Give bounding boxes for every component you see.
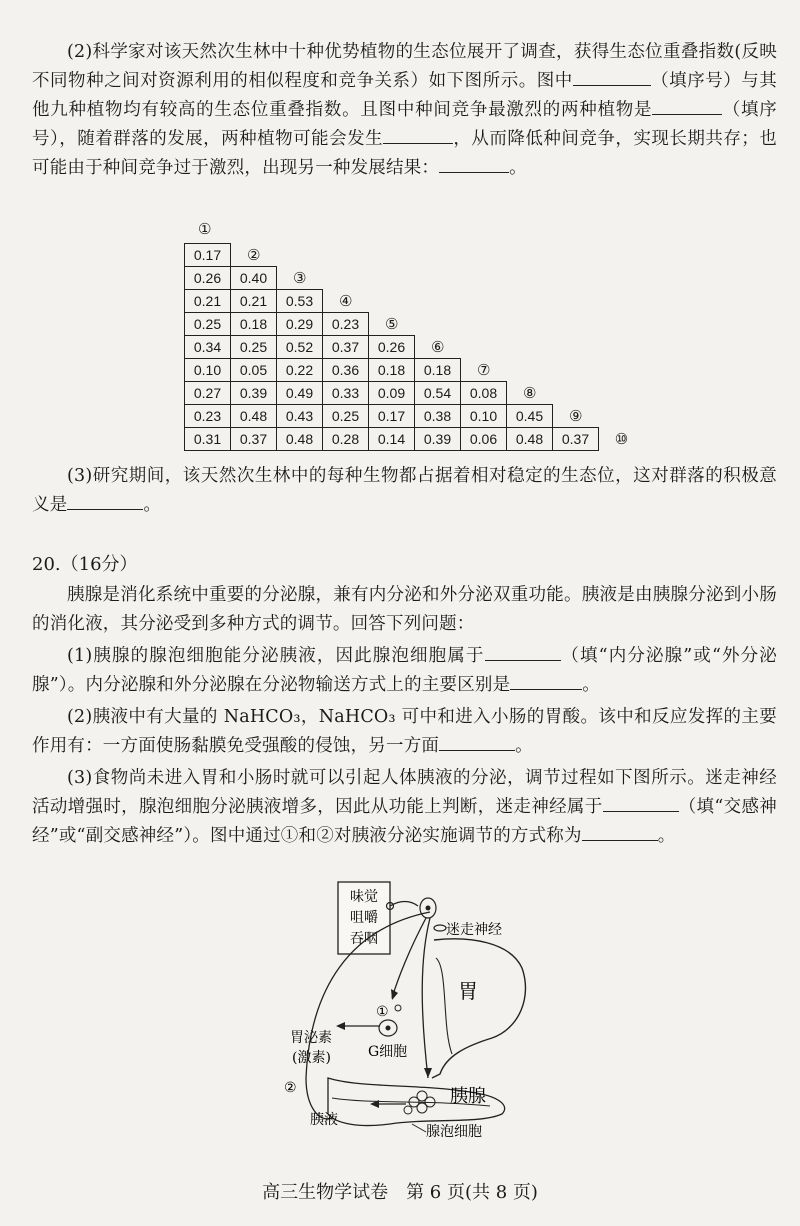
- overlap-index-cell: 0.21: [185, 290, 231, 313]
- q20-intro-text: 胰腺是消化系统中重要的分泌腺，兼有内分泌和外分泌双重功能。胰液是由胰腺分泌到小肠的消化液，其分泌受到多种方式的调节。回答下列问题：: [32, 585, 777, 634]
- q20-part2: [32, 703, 777, 761]
- overlap-index-cell: 0.21: [231, 290, 277, 313]
- overlap-index-cell: 0.14: [369, 428, 415, 451]
- overlap-index-cell: 0.48: [507, 428, 553, 451]
- q20-part3-text-a: (3)食物尚未进入胃和小肠时就可以引起人体胰液的分泌，调节过程如下图所示。迷走神经活动增强时，腺泡细胞分泌胰液增多，因此从功能上判断，迷走神经属于: [32, 768, 777, 817]
- q19-part2-end: 。: [509, 158, 527, 178]
- overlap-index-cell: 0.06: [461, 428, 507, 451]
- pancreatic-regulation-diagram: [270, 878, 530, 1148]
- q20-part3: [32, 764, 777, 851]
- stimulus-taste: 味觉: [350, 889, 378, 905]
- vagus-nerve-label: 迷走神经: [446, 922, 502, 938]
- table-row: [185, 359, 645, 382]
- overlap-index-cell: 0.10: [185, 359, 231, 382]
- overlap-index-cell: 0.39: [231, 382, 277, 405]
- overlap-index-cell: 0.05: [231, 359, 277, 382]
- overlap-index-cell: 0.09: [369, 382, 415, 405]
- q19-part2-text-c: （填序号），随着群落的发展，两种植物可能会发生: [32, 100, 777, 149]
- species-label: ⑩: [614, 430, 629, 448]
- answer-blank[interactable]: [510, 672, 582, 691]
- hormone-label: (激素): [292, 1050, 331, 1066]
- q20-part1-text-b: （填“内分泌腺”或“外分泌腺”）。内分泌腺和外分泌腺在分泌物输送方式上的主要区别是: [32, 646, 777, 695]
- page-footer: 高三生物学试卷 第 6 页(共 8 页): [262, 1182, 538, 1203]
- g-cell-label: G细胞: [368, 1044, 408, 1060]
- q19-part2-text-b: （填序号）与其他九种植物均有较高的生态位重叠指数。且图中种间竞争最激烈的两种植物是: [32, 71, 778, 120]
- overlap-index-cell: 0.25: [185, 313, 231, 336]
- overlap-index-cell: 0.18: [415, 359, 461, 382]
- q20-part1-text-a: (1)胰腺的腺泡细胞能分泌胰液，因此腺泡细胞属于: [67, 646, 485, 666]
- overlap-index-cell: 0.43: [277, 405, 323, 428]
- q19-part3-end: 。: [143, 495, 162, 515]
- overlap-index-cell: 0.38: [415, 405, 461, 428]
- species-label: ⑦: [477, 360, 491, 379]
- overlap-index-cell: 0.08: [461, 382, 507, 405]
- q20-heading: 20.（16分）: [32, 554, 138, 575]
- pathway-2-label: ②: [284, 1080, 297, 1096]
- overlap-index-cell: 0.10: [461, 405, 507, 428]
- niche-overlap-table: [184, 243, 645, 451]
- species-label: ②: [247, 245, 261, 264]
- table-row: [185, 313, 645, 336]
- overlap-index-cell: 0.48: [277, 428, 323, 451]
- overlap-index-cell: 0.53: [277, 290, 323, 313]
- table-row: [185, 382, 645, 405]
- gastrin-label: 胃泌素: [290, 1030, 332, 1046]
- overlap-index-cell: 0.36: [323, 359, 369, 382]
- overlap-index-cell: 0.33: [323, 382, 369, 405]
- table-row: [185, 405, 645, 428]
- overlap-index-cell: 0.22: [277, 359, 323, 382]
- q20-part2-end: 。: [515, 736, 533, 756]
- q20-intro: [32, 581, 777, 639]
- overlap-index-cell: 0.54: [415, 382, 461, 405]
- pancreatic-juice-label: 胰液: [310, 1112, 338, 1128]
- overlap-index-cell: 0.29: [277, 313, 323, 336]
- answer-blank[interactable]: [652, 97, 722, 116]
- q19-part3-text: (3)研究期间，该天然次生林中的每种生物都占据着相对稳定的生态位，这对群落的积极意义是: [32, 466, 777, 515]
- table-row: [185, 428, 645, 451]
- overlap-index-cell: 0.37: [553, 428, 599, 451]
- q19-part2-text: (2)科学家对该天然次生林中十种优势植物的生态位展开了调查，获得生态位重叠指数(反映不同物种之间对资源利用的相似程度和竞争关系）如下图所示。图中: [32, 42, 777, 91]
- overlap-index-cell: 0.23: [185, 405, 231, 428]
- q20-part2-text: (2)胰液中有大量的 NaHCO₃，NaHCO₃ 可中和进入小肠的胃酸。该中和反应发挥的主要作用有：一方面使肠黏膜免受强酸的侵蚀，另一方面: [32, 707, 777, 756]
- q20-part3-end: 。: [657, 826, 676, 846]
- species-label: ⑧: [523, 383, 537, 402]
- species-label: ③: [293, 268, 307, 287]
- overlap-index-cell: 0.37: [231, 428, 277, 451]
- q19-part2-paragraph: [32, 38, 777, 183]
- answer-blank[interactable]: [582, 823, 658, 842]
- overlap-index-cell: 0.52: [277, 336, 323, 359]
- overlap-index-cell: 0.40: [231, 267, 277, 290]
- q20-part1: [32, 642, 777, 700]
- overlap-index-cell: 0.45: [507, 405, 553, 428]
- q20-part3-text-b: （填“交感神经”或“副交感神经”）。图中通过①和②对胰液分泌实施调节的方式称为: [32, 797, 777, 846]
- answer-blank[interactable]: [573, 68, 651, 87]
- table-row: [185, 267, 645, 290]
- stomach-label: 胃: [458, 979, 478, 1003]
- stimulus-chew: 咀嚼: [350, 910, 378, 926]
- answer-blank[interactable]: [603, 794, 679, 813]
- overlap-index-cell: 0.49: [277, 382, 323, 405]
- pancreas-label: 胰腺: [450, 1086, 486, 1107]
- answer-blank[interactable]: [485, 643, 561, 662]
- overlap-index-cell: 0.28: [323, 428, 369, 451]
- table-row: [185, 290, 645, 313]
- overlap-index-cell: 0.34: [185, 336, 231, 359]
- acinar-cell-label: 腺泡细胞: [426, 1124, 482, 1140]
- answer-blank[interactable]: [67, 492, 143, 511]
- q20-part1-end: 。: [582, 675, 600, 695]
- answer-blank[interactable]: [439, 155, 509, 174]
- overlap-index-cell: 0.37: [323, 336, 369, 359]
- stimulus-swallow: 吞咽: [350, 931, 378, 947]
- species-label: ⑨: [569, 406, 583, 425]
- overlap-index-cell: 0.39: [415, 428, 461, 451]
- species-label-1: ①: [198, 220, 212, 238]
- overlap-index-cell: 0.26: [369, 336, 415, 359]
- overlap-index-cell: 0.18: [231, 313, 277, 336]
- answer-blank[interactable]: [439, 733, 515, 752]
- overlap-index-cell: 0.18: [369, 359, 415, 382]
- overlap-index-cell: 0.31: [185, 428, 231, 451]
- overlap-index-cell: 0.17: [369, 405, 415, 428]
- overlap-index-cell: 0.23: [323, 313, 369, 336]
- overlap-index-cell: 0.25: [323, 405, 369, 428]
- pathway-1-label: ①: [376, 1004, 389, 1020]
- species-label: ④: [339, 291, 353, 310]
- table-row: [185, 244, 645, 267]
- stomach-outline: [432, 939, 525, 1078]
- overlap-index-cell: 0.17: [185, 244, 231, 267]
- overlap-index-cell: 0.48: [231, 405, 277, 428]
- species-label: ⑥: [431, 337, 445, 356]
- overlap-index-cell: 0.26: [185, 267, 231, 290]
- q19-part3-paragraph: [32, 462, 777, 520]
- overlap-index-cell: 0.27: [185, 382, 231, 405]
- answer-blank[interactable]: [383, 126, 453, 145]
- table-row: [185, 336, 645, 359]
- q19-part2-text-d: ，从而降低种间竞争，实现长期共存；也可能由于种间竞争过于激烈，出现另一种发展结果：: [32, 129, 778, 178]
- species-label: ⑤: [385, 314, 399, 333]
- overlap-index-cell: 0.25: [231, 336, 277, 359]
